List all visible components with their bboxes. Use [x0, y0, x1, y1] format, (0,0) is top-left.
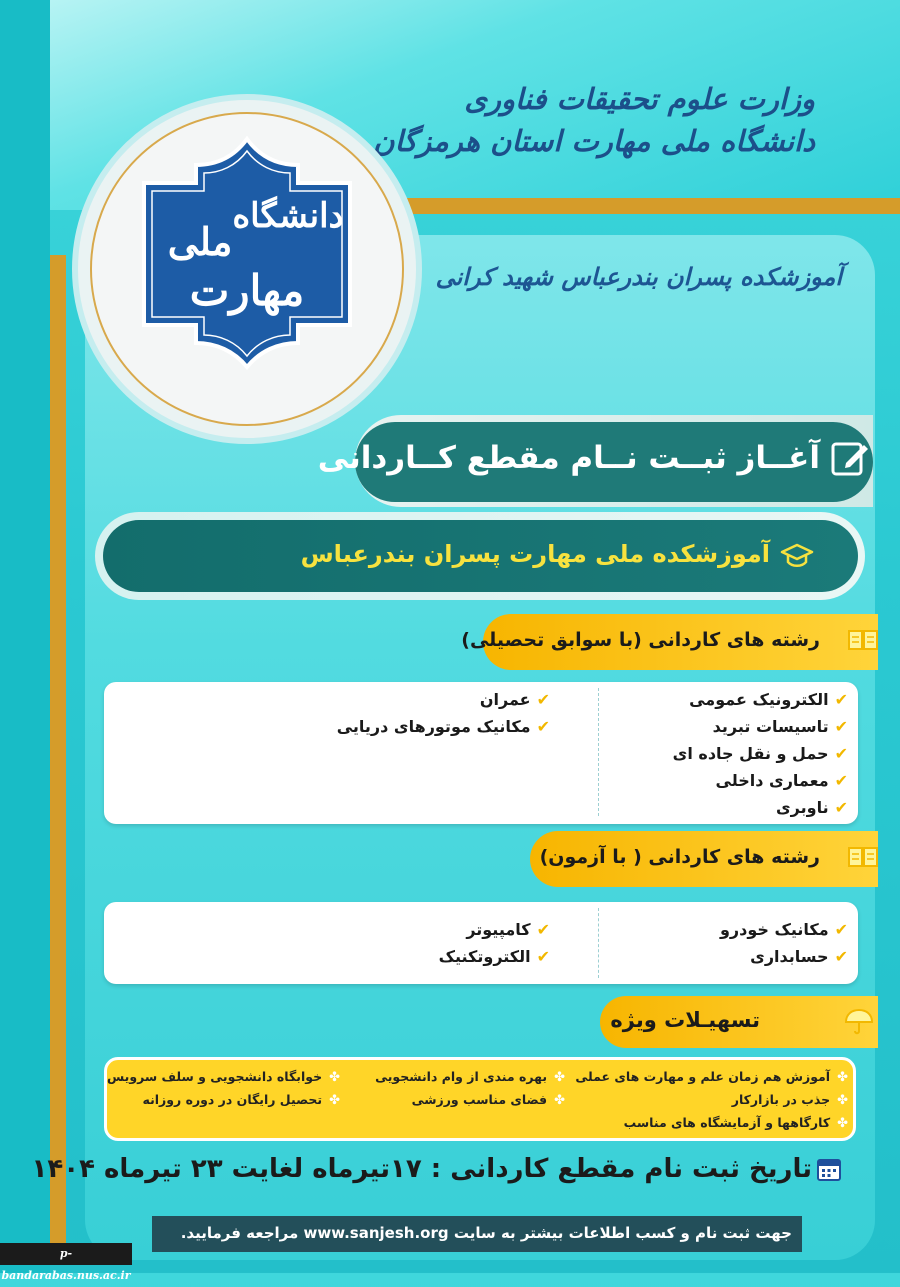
- registration-date: تاریخ ثبت نام مقطع کاردانی : ۱۷تیرماه لغایت ۲۳ تیرماه ۱۴۰۴: [31, 1154, 812, 1184]
- book-icon: [848, 845, 878, 869]
- check-icon: ✔: [834, 798, 848, 817]
- edit-icon: [830, 438, 870, 478]
- list-item: [673, 767, 848, 794]
- footer-text: جهت ثبت نام و کسب اطلاعات بیشتر به سایت www.sanjesh.org مراجعه فرمایید.: [180, 1224, 792, 1242]
- graduation-cap-icon: [780, 542, 814, 570]
- records-right-list: [673, 686, 848, 821]
- check-icon: ✔: [834, 717, 848, 736]
- check-icon: ✔: [536, 947, 550, 966]
- list-item-label: حمل و نقل جاده ای: [672, 744, 829, 763]
- check-icon: ✔: [834, 744, 848, 763]
- list-item: [337, 713, 550, 740]
- list-item: [575, 1089, 848, 1112]
- list-item: [673, 740, 848, 767]
- bullet-icon: ✤: [837, 1093, 848, 1108]
- watermark: p-bandarabas.nus.ac.ir: [0, 1243, 132, 1265]
- check-icon: ✔: [834, 947, 848, 966]
- list-item: [720, 943, 848, 970]
- list-item: [439, 916, 550, 943]
- logo-text-1: دانشگاه: [232, 196, 344, 236]
- list-item: [107, 1066, 340, 1089]
- calendar-icon: [816, 1156, 842, 1182]
- list-item: [375, 1089, 565, 1112]
- ministry-title: وزارت علوم تحقیقات فناوری: [464, 82, 815, 116]
- college-pill-name: آموزشکده ملی مهارت پسران بندرعباس: [300, 540, 770, 568]
- exam-right-list: [720, 916, 848, 970]
- list-item-label: معماری داخلی: [715, 771, 829, 790]
- umbrella-icon: [844, 1008, 874, 1036]
- list-item: [673, 713, 848, 740]
- left-strip: [0, 0, 50, 1273]
- gold-accent-vertical: [50, 255, 66, 1255]
- list-item-label: عمران: [479, 690, 531, 709]
- records-left-list: [337, 686, 550, 740]
- facilities-section-title: تسهیـلات ویژه: [610, 1008, 760, 1032]
- list-item-label: بهره مندی از وام دانشجویی: [375, 1069, 548, 1084]
- gold-accent-horizontal: [330, 198, 900, 214]
- bullet-icon: ✤: [554, 1093, 565, 1108]
- university-title: دانشگاه ملی مهارت استان هرمزگان: [373, 124, 815, 158]
- book-icon: [848, 628, 878, 652]
- list-item: [673, 794, 848, 821]
- bullet-icon: ✤: [554, 1070, 565, 1085]
- bullet-icon: ✤: [329, 1070, 340, 1085]
- list-item: [673, 686, 848, 713]
- logo-text-2: ملی: [167, 219, 233, 264]
- list-item-label: جذب در بازارکار: [731, 1092, 831, 1107]
- list-item: [575, 1112, 848, 1135]
- list-item-label: مکانیک موتورهای دریایی: [336, 717, 531, 736]
- list-item: [720, 916, 848, 943]
- list-item: [107, 1089, 340, 1112]
- list-item: [375, 1066, 565, 1089]
- check-icon: ✔: [536, 920, 550, 939]
- list-item-label: آموزش هم زمان علم و مهارت های عملی: [575, 1069, 831, 1084]
- registration-banner-title: آغــاز ثبــت نــام مقطع کــاردانی: [317, 440, 820, 476]
- logo-text-3: مهارت: [189, 266, 305, 315]
- list-item: [337, 686, 550, 713]
- list-item-label: الکتروتکنیک: [438, 947, 531, 966]
- check-icon: ✔: [834, 771, 848, 790]
- check-icon: ✔: [536, 690, 550, 709]
- list-item: [439, 943, 550, 970]
- bullet-icon: ✤: [837, 1070, 848, 1085]
- check-icon: ✔: [834, 920, 848, 939]
- exam-divider: [598, 908, 599, 978]
- list-item-label: خوابگاه دانشجویی و سلف سرویس: [106, 1069, 323, 1084]
- university-logo: [138, 135, 356, 370]
- list-item-label: فضای مناسب ورزشی: [411, 1092, 548, 1107]
- exam-left-list: [439, 916, 550, 970]
- facilities-list-3: [107, 1066, 340, 1112]
- list-item-label: تاسیسات تبرید: [712, 717, 829, 736]
- records-section-title: رشته های کاردانی (با سوابق تحصیلی): [461, 629, 820, 651]
- records-divider: [598, 688, 599, 816]
- bullet-icon: ✤: [329, 1093, 340, 1108]
- list-item-label: حسابداری: [750, 947, 829, 966]
- college-title: آموزشکده پسران بندرعباس شهید کرانی: [435, 262, 842, 291]
- facilities-list-2: [375, 1066, 565, 1112]
- list-item-label: کامپیوتر: [466, 920, 531, 939]
- list-item-label: الکترونیک عمومی: [689, 690, 829, 709]
- list-item-label: تحصیل رایگان در دوره روزانه: [142, 1092, 323, 1107]
- list-item-label: ناوبری: [776, 798, 829, 817]
- bullet-icon: ✤: [837, 1116, 848, 1131]
- list-item-label: مکانیک خودرو: [719, 920, 829, 939]
- exam-section-title: رشته های کاردانی ( با آزمون): [539, 846, 820, 868]
- list-item: [575, 1066, 848, 1089]
- facilities-list-1: [575, 1066, 848, 1135]
- list-item-label: کارگاهها و آزمایشگاه های مناسب: [623, 1115, 831, 1130]
- header-titles: [373, 78, 815, 162]
- check-icon: ✔: [536, 717, 550, 736]
- check-icon: ✔: [834, 690, 848, 709]
